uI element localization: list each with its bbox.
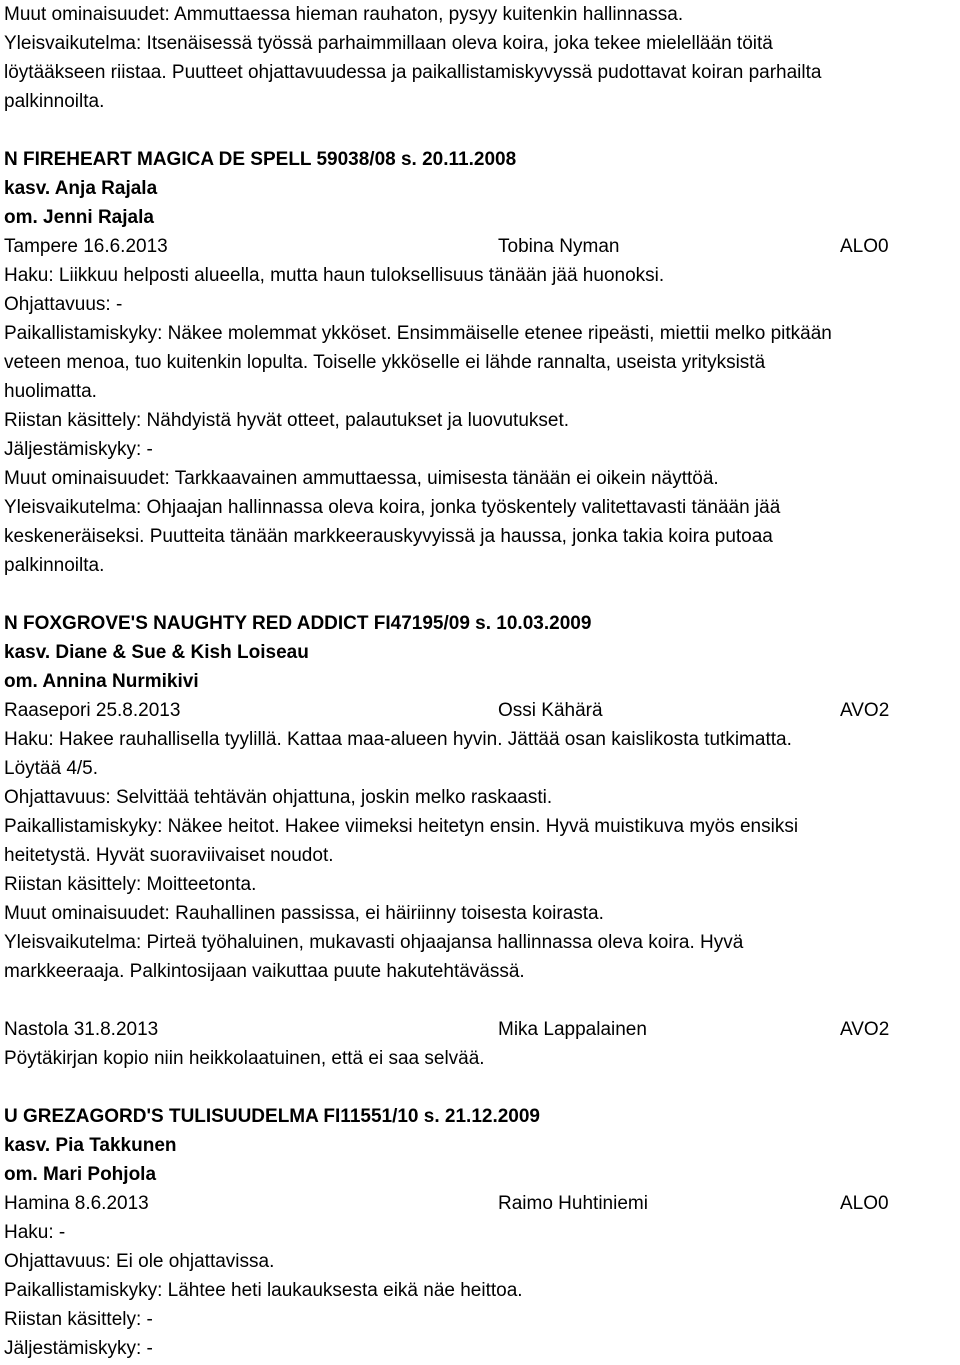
trial-result [4, 1015, 956, 1073]
critique-line: Paikallistamiskyky: Lähtee heti laukauksesta eikä näe heittoa. [4, 1280, 523, 1301]
critique-line: markkeeraaja. Palkintosijaan vaikuttaa puute hakutehtävässä. [4, 961, 525, 982]
trial-header [4, 696, 956, 725]
critique-line: Pöytäkirjan kopio niin heikkolaatuinen, että ei saa selvää. [4, 1048, 485, 1069]
critique-line: keskeneräiseksi. Puutteita tänään markkeerauskyvyissä ja haussa, jonka takia koira putoaa [4, 526, 773, 547]
critique-line: Paikallistamiskyky: Näkee heitot. Hakee viimeksi heitetyn ensin. Hyvä muistikuva myös ensiksi [4, 816, 799, 837]
critique-line: Riistan käsittely: Moitteetonta. [4, 874, 257, 895]
trial-result [4, 232, 956, 580]
trial-grade: ALO0 [840, 1193, 889, 1214]
trial-place-date: Tampere 16.6.2013 [4, 236, 168, 257]
critique-line: Yleisvaikutelma: Ohjaajan hallinnassa oleva koira, jonka työskentely valitettavasti tänään jää [4, 497, 781, 518]
dog-breeder: kasv. Pia Takkunen [4, 1135, 177, 1156]
critique-line: Jäljestämiskyky: - [4, 439, 153, 460]
critique-line: veteen menoa, tuo kuitenkin lopulta. Toiselle ykköselle ei lähde rannalta, useista yrityksistä [4, 352, 766, 373]
critique-line: Haku: Liikkuu helposti alueella, mutta haun tuloksellisuus tänään jää huonoksi. [4, 265, 665, 286]
dog-breeder: kasv. Diane & Sue & Kish Loiseau [4, 642, 309, 663]
critique-line: palkinnoilta. [4, 555, 105, 576]
trial-grade: AVO2 [840, 700, 890, 721]
dog-owner: om. Mari Pohjola [4, 1164, 157, 1185]
trial-judge: Tobina Nyman [498, 236, 620, 257]
trial-result [4, 1189, 956, 1363]
trial-place-date: Hamina 8.6.2013 [4, 1193, 149, 1214]
dog-entry [4, 609, 956, 1073]
text-line: Muut ominaisuudet: Ammuttaessa hieman rauhaton, pysyy kuitenkin hallinnassa. [4, 4, 684, 25]
critique-line: Ohjattavuus: Selvittää tehtävän ohjattuna, joskin melko raskaasti. [4, 787, 553, 808]
critique-line: Muut ominaisuudet: Rauhallinen passissa, ei häiriinny toisesta koirasta. [4, 903, 604, 924]
trial-header [4, 1015, 956, 1044]
trial-header [4, 1189, 956, 1218]
dog-owner: om. Jenni Rajala [4, 207, 154, 228]
dog-owner: om. Annina Nurmikivi [4, 671, 199, 692]
dog-entry [4, 145, 956, 580]
critique-line: Riistan käsittely: - [4, 1309, 153, 1330]
dog-entry [4, 1102, 956, 1363]
critique-line: Riistan käsittely: Nähdyistä hyvät otteet, palautukset ja luovutukset. [4, 410, 570, 431]
trial-header [4, 232, 956, 261]
critique-line: Ohjattavuus: - [4, 294, 123, 315]
text-line: palkinnoilta. [4, 91, 105, 112]
trial-judge: Ossi Kähärä [498, 700, 603, 721]
text-line: Yleisvaikutelma: Itsenäisessä työssä parhaimmillaan oleva koira, joka tekee mielellään töitä [4, 33, 773, 54]
critique-line: heitetystä. Hyvät suoraviivaiset noudot. [4, 845, 334, 866]
intro-section [4, 0, 956, 116]
critique-line: Paikallistamiskyky: Näkee molemmat ykköset. Ensimmäiselle etenee ripeästi, miettii melko pitkään [4, 323, 832, 344]
text-line: löytääkseen riistaa. Puutteet ohjattavuudessa ja paikallistamiskyvyssä pudottavat koiran parhailta [4, 62, 822, 83]
dog-name: N FIREHEART MAGICA DE SPELL 59038/08 s. 20.11.2008 [4, 149, 517, 170]
trial-judge: Mika Lappalainen [498, 1019, 647, 1040]
critique-line: Löytää 4/5. [4, 758, 99, 779]
critique-line: Muut ominaisuudet: Tarkkaavainen ammuttaessa, uimisesta tänään ei oikein näyttöä. [4, 468, 719, 489]
dog-name: N FOXGROVE'S NAUGHTY RED ADDICT FI47195/09 s. 10.03.2009 [4, 613, 592, 634]
trial-place-date: Nastola 31.8.2013 [4, 1019, 159, 1040]
trial-place-date: Raasepori 25.8.2013 [4, 700, 181, 721]
critique-line: huolimatta. [4, 381, 97, 402]
dog-name: U GREZAGORD'S TULISUUDELMA FI11551/10 s. 21.12.2009 [4, 1106, 540, 1127]
trial-result [4, 696, 956, 986]
critique-line: Jäljestämiskyky: - [4, 1338, 153, 1359]
trial-judge: Raimo Huhtiniemi [498, 1193, 648, 1214]
critique-line: Haku: - [4, 1222, 66, 1243]
critique-line: Yleisvaikutelma: Pirteä työhaluinen, mukavasti ohjaajansa hallinnassa oleva koira. Hyvä [4, 932, 744, 953]
trial-grade: ALO0 [840, 236, 889, 257]
trial-grade: AVO2 [840, 1019, 890, 1040]
dog-breeder: kasv. Anja Rajala [4, 178, 158, 199]
critique-line: Ohjattavuus: Ei ole ohjattavissa. [4, 1251, 275, 1272]
critique-line: Haku: Hakee rauhallisella tyylillä. Kattaa maa-alueen hyvin. Jättää osan kaislikosta tutkimatta. [4, 729, 792, 750]
